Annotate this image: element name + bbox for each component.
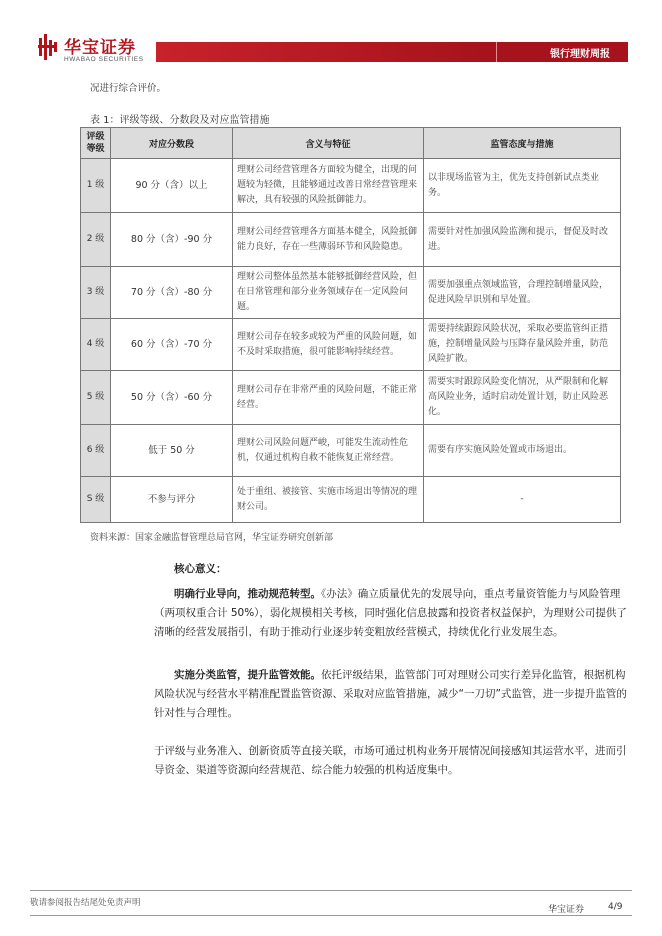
grade-cell: 2 级 [81,213,111,267]
table-row [81,425,621,477]
measure-cell: 以非现场监管为主，优先支持创新试点类业务。 [424,159,621,213]
header-bar-gradient [156,42,486,62]
score-cell: 90 分（含）以上 [111,159,233,213]
grade-cell: 3 级 [81,267,111,319]
header-separator [496,42,497,62]
meaning-cell: 理财公司存在较多或较为严重的风险问题，如不及时采取措施，很可能影响持续经营。 [233,319,424,371]
header-score: 对应分数段 [111,128,233,159]
score-cell: 不参与评分 [111,477,233,523]
measure-cell: - [424,477,621,523]
paragraph-1-body: 《办法》确立质量优先的发展导向，重点考量资管能力与风险管理（两项权重合计 50%），弱化规模相关考核，同时强化信息披露和投资者权益保护，为理财公司提供了清晰的经营发展指引，有助于推动行业逐步转变粗放经营模式，持续优化行业发展生态。 [154,588,627,638]
core-title: 核心意义： [174,563,227,575]
measure-cell: 需要加强重点领域监管，合理控制增量风险，促进风险早识别和早处置。 [424,267,621,319]
score-cell: 50 分（含）-60 分 [111,371,233,425]
score-cell: 70 分（含）-80 分 [111,267,233,319]
grade-cell: 5 级 [81,371,111,425]
rating-table [80,127,621,523]
score-cell: 60 分（含）-70 分 [111,319,233,371]
table-row [81,267,621,319]
paragraph-2-lead: 实施分类监管，提升监管效能。 [174,669,321,681]
logo-mark-icon [38,34,60,60]
header-measure: 监管态度与措施 [424,128,621,159]
paragraph-2 [154,666,632,723]
meaning-cell: 理财公司整体虽然基本能够抵御经营风险，但在日常管理和部分业务领域存在一定风险问题。 [233,267,424,319]
meaning-cell: 理财公司经营管理各方面基本健全，风险抵御能力良好，存在一些薄弱环节和风险隐患。 [233,213,424,267]
score-cell: 80 分（含）-90 分 [111,213,233,267]
score-cell: 低于 50 分 [111,425,233,477]
table-source: 资料来源：国家金融监督管理总局官网，华宝证券研究创新部 [90,533,334,543]
measure-cell: 需要有序实施风险处置或市场退出。 [424,425,621,477]
grade-cell: 4 级 [81,319,111,371]
table-row [81,159,621,213]
meaning-cell: 理财公司风险问题严峻，可能发生流动性危机，仅通过机构自救不能恢复正常经营。 [233,425,424,477]
header-meaning: 含义与特征 [233,128,424,159]
intro-text: 况进行综合评价。 [90,83,167,94]
table-caption: 表 1：评级等级、分数段及对应监管措施 [90,115,270,126]
table-row [81,213,621,267]
paragraph-1 [154,585,632,642]
paragraph-3: 于评级与业务准入、创新资质等直接关联，市场可通过机构业务开展情况间接感知其运营水平，进而引导资金、渠道等资源向经营规范、综合能力较强的机构适度集中。 [154,745,627,776]
table-row [81,319,621,371]
grade-cell: 1 级 [81,159,111,213]
measure-cell: 需要实时跟踪风险变化情况，从严限制和化解高风险业务，适时启动处置计划，防止风险恶化。 [424,371,621,425]
grade-cell: S 级 [81,477,111,523]
page-number: 4/9 [608,902,623,912]
measure-cell: 需要持续跟踪风险状况，采取必要监管纠正措施，控制增量风险与压降存量风险并重，防范风险扩散。 [424,319,621,371]
table-row [81,477,621,523]
logo-text-en: HWABAO SECURITIES [64,56,144,63]
table-header-row [81,128,621,159]
footer-divider-bottom [30,915,632,916]
company-logo [38,32,168,72]
grade-cell: 6 级 [81,425,111,477]
meaning-cell: 理财公司存在非常严重的风险问题，不能正常经营。 [233,371,424,425]
measure-cell: 需要针对性加强风险监测和提示，督促及时改进。 [424,213,621,267]
footer-brand: 华宝证券 [548,905,585,915]
meaning-cell: 处于重组、被接管、实施市场退出等情况的理财公司。 [233,477,424,523]
report-tag: 银行理财周报 [550,49,610,60]
logo-text-cn: 华宝证券 [64,38,136,58]
table-row [81,371,621,425]
paragraph-2-body: 依托评级结果，监管部门可对理财公司实行差异化监管，根据机构风险状况与经营水平精准配置监管资源、采取对应监管措施，减少“一刀切”式监管，进一步提升监管的针对性与合理性。 [154,669,627,719]
footer-divider-top [30,890,632,891]
meaning-cell: 理财公司经营管理各方面较为健全，出现的问题较为轻微，且能够通过改善日常经营管理来解决，具有较强的风险抵御能力。 [233,159,424,213]
footer-disclaimer: 敬请参阅报告结尾处免责声明 [30,898,141,908]
header-grade: 评级 等级 [81,128,111,159]
page-header [0,0,662,72]
paragraph-1-lead: 明确行业导向，推动规范转型。 [174,588,321,600]
